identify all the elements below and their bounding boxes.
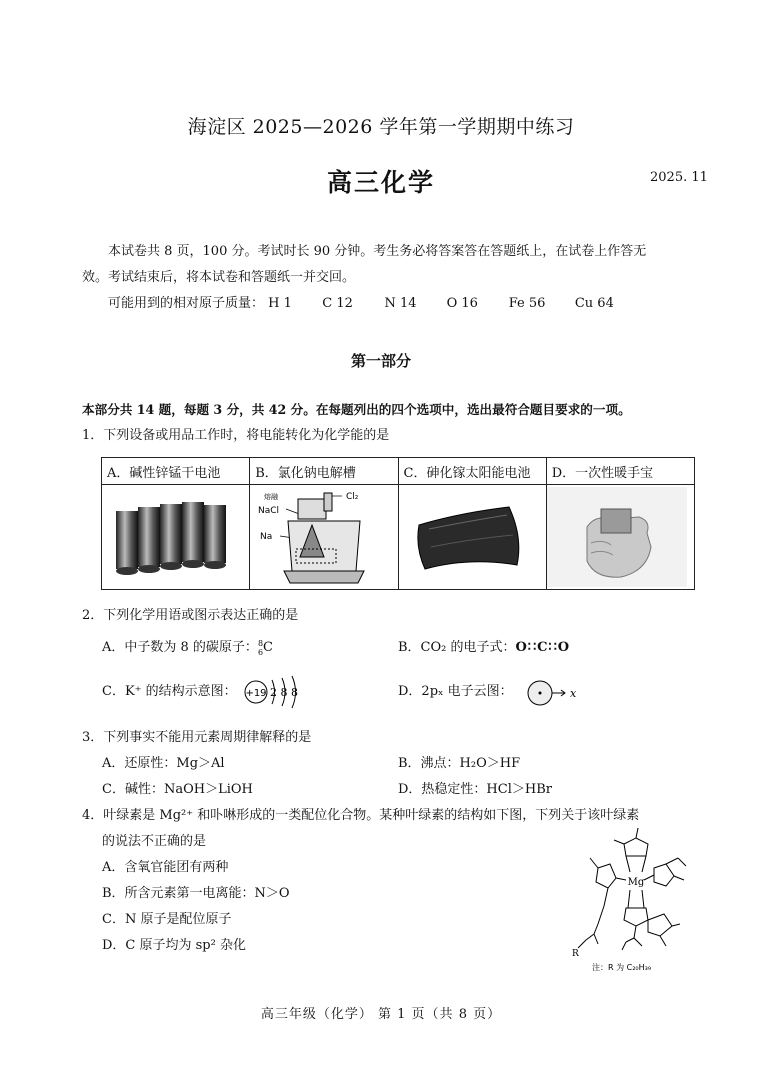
k-nucleus-label: +19 [245, 688, 267, 699]
q2-stem: 2．下列化学用语或图示表达正确的是 [82, 608, 299, 623]
q2-option-b [398, 636, 570, 660]
instruction-line-2: 效。考试结束后，将本试卷和答题纸一并交回。 [82, 270, 356, 285]
chlorophyll-mg-label: Mg [627, 877, 645, 888]
q2-option-c-text: C．K⁺ 的结构示意图： [102, 684, 237, 699]
atomic-masses-label: 可能用到的相对原子质量： [108, 296, 265, 311]
subject-title: 高三化学 [326, 168, 435, 197]
q2-option-c [102, 680, 237, 704]
solar-cell-image [398, 485, 546, 590]
orbital-axis-label: x [570, 687, 577, 700]
q2-option-a-text: A．中子数为 8 的碳原子： [102, 640, 258, 655]
atomic-mass-fe: Fe 56 [508, 296, 546, 311]
q1-option-b: B．氯化钠电解槽 [250, 458, 398, 485]
q3-option-d: D．热稳定性：HCl＞HBr [398, 782, 552, 797]
q2-a-element: C [263, 640, 273, 655]
q3-stem: 3．下列事实不能用元素周期律解释的是 [82, 730, 312, 745]
page-footer: 高三年级（化学） 第 1 页（共 8 页） [260, 1007, 502, 1022]
q1-option-c: C．砷化镓太阳能电池 [398, 458, 546, 485]
atomic-mass-h: H 1 [268, 296, 292, 311]
q2-a-mass: 8 [257, 638, 264, 648]
label-cl2: Cl₂ [346, 492, 359, 502]
k-shell-electrons: 2 8 8 [270, 686, 298, 699]
exam-date: 2025. 11 [650, 170, 708, 185]
chlorophyll-r-label: R [572, 949, 579, 959]
section-intro: 本部分共 14 题，每题 3 分，共 42 分。在每题列出的四个选项中，选出最符合题目要求的一项。 [82, 402, 631, 417]
atomic-mass-n: N 14 [384, 296, 417, 311]
section-title: 第一部分 [350, 352, 411, 370]
label-nacl: NaCl [258, 506, 280, 516]
co2-electron-formula: O∷C∷O [515, 640, 571, 655]
chlorophyll-note: 注：R 为 C₂₀H₃₉ [592, 963, 652, 972]
q1-option-d: D．一次性暖手宝 [546, 458, 694, 485]
q4-stem-line-2: 的说法不正确的是 [102, 834, 207, 849]
atomic-masses [108, 292, 614, 316]
q4-option-d: D．C 原子均为 sp² 杂化 [102, 938, 246, 953]
q2-a-number: 6 [257, 647, 264, 657]
label-molten: 熔融 [264, 493, 279, 501]
q1-options-table [101, 457, 695, 590]
q2-option-d-text: D．2pₓ 电子云图： [398, 684, 513, 699]
q2-option-d [398, 680, 513, 704]
2px-orbital-diagram [526, 678, 586, 708]
chlorophyll-structure-diagram [568, 828, 698, 976]
hand-warmer-image [546, 485, 694, 590]
q2-option-b-text: B．CO₂ 的电子式： [398, 640, 516, 655]
q4-option-a: A．含氧官能团有两种 [102, 860, 229, 875]
q4-option-b: B．所含元素第一电离能：N＞O [102, 886, 290, 901]
atomic-mass-cu: Cu 64 [574, 296, 614, 311]
q4-option-c: C．N 原子是配位原子 [102, 912, 232, 927]
q1-stem: 1．下列设备或用品工作时，将电能转化为化学能的是 [82, 428, 390, 443]
instruction-line-1: 本试卷共 8 页，100 分。考试时长 90 分钟。考生务必将答案答在答题纸上，在试卷上作答无 [108, 244, 647, 259]
atomic-mass-c: C 12 [322, 296, 353, 311]
q3-option-a: A．还原性：Mg＞Al [102, 756, 225, 771]
electrolysis-cell-diagram [250, 485, 398, 590]
q3-option-c: C．碱性：NaOH＞LiOH [102, 782, 253, 797]
atomic-mass-o: O 16 [446, 296, 478, 311]
k-ion-structure-diagram [244, 674, 308, 710]
q4-stem-line-1: 4．叶绿素是 Mg²⁺ 和卟啉形成的一类配位化合物。某种叶绿素的结构如下图，下列关于该叶绿素 [82, 808, 640, 823]
q2-option-a [102, 636, 273, 660]
label-na: Na [260, 532, 273, 542]
q3-option-b: B．沸点：H₂O＞HF [398, 756, 521, 771]
q1-option-a: A．碱性锌锰干电池 [102, 458, 250, 485]
zinc-battery-image [102, 485, 250, 590]
exam-title: 海淀区 2025—2026 学年第一学期期中练习 [187, 116, 575, 138]
